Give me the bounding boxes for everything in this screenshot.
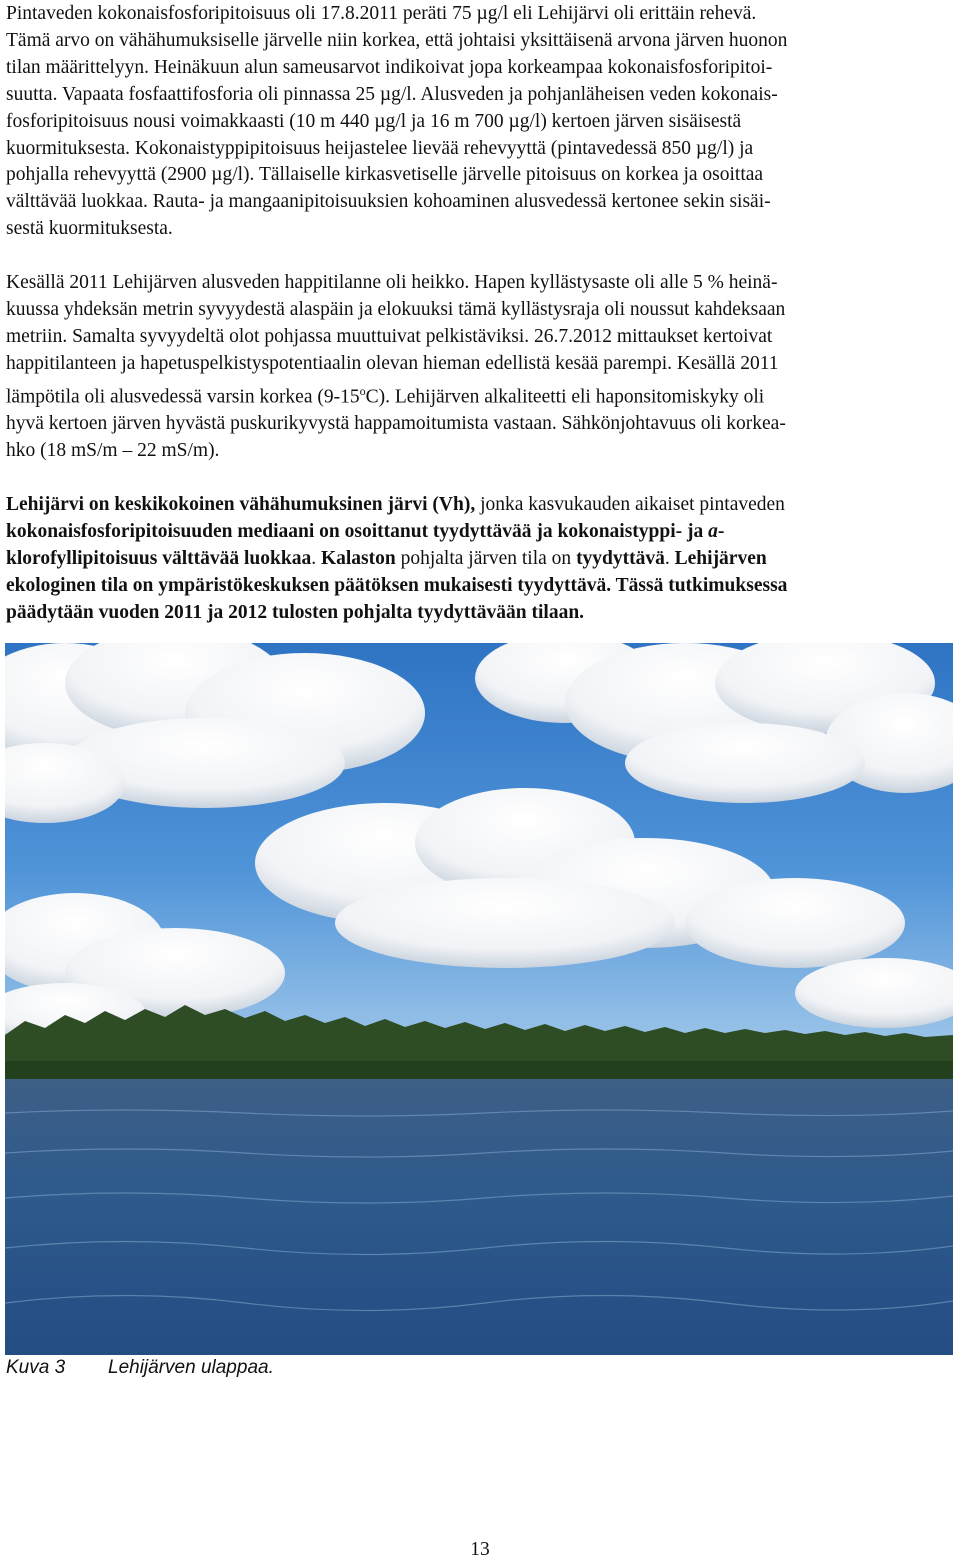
bold-run: päädytään vuoden 2011 ja 2012 tulosten pohjalta tyydyttävään tilaan.	[6, 601, 585, 623]
text-line	[6, 573, 950, 600]
bold-run: ekologinen tila on ympäristökeskuksen päätöksen mukaisesti tyydyttävä. Tässä tutkimuksessa	[6, 574, 788, 596]
text-line: fosforipitoisuus nousi voimakkaasti (10 m 440 µg/l ja 16 m 700 µg/l) kertoen järven sisäisestä	[6, 110, 742, 132]
text-line: kuormituksesta. Kokonaistyppipitoisuus heijastelee lievää rehevyyttä (pintavedessä 850 µg/l) ja	[6, 137, 754, 159]
text-line: Kesällä 2011 Lehijärven alusveden happitilanne oli heikko. Hapen kyllästysaste oli alle 5 % heinä-	[6, 272, 778, 294]
text-line	[6, 378, 950, 411]
text-line	[6, 519, 950, 546]
text-line: hko (18 mS/m – 22 mS/m).	[6, 440, 220, 462]
bold-run: Kalaston	[320, 547, 396, 569]
bold-run: kokonaisfosforipitoisuuden mediaani on osoittanut tyydyttävää ja kokonaistyppi- ja	[6, 520, 709, 542]
text-line: välttävää luokkaa. Rauta- ja mangaanipitoisuuksien kohoaminen alusvedessä kertonee sekin sisäi-	[6, 191, 771, 213]
degree-superscript: o	[359, 383, 366, 398]
text-line	[6, 546, 950, 573]
text-line: Tämä arvo on vähähumuksiselle järvelle niin korkea, että johtaisi yksittäisenä arvona järven huonon	[6, 29, 788, 51]
text-line: tilan määrittelyyn. Heinäkuun alun sameusarvot indikoivat jopa korkeampaa kokonaisfosforipitoi-	[6, 56, 773, 78]
text-run: jonka kasvukauden aikaiset pintaveden	[475, 494, 785, 515]
lake-photo	[5, 643, 953, 1355]
paragraph-summary	[6, 492, 950, 627]
text-line: hyvä kertoen järven hyvästä puskurikyvystä happamoitumista vastaan. Sähkönjohtavuus oli korkea-	[6, 413, 786, 435]
text-run: pohjalta järven tila on	[395, 547, 577, 569]
figure-caption	[6, 1356, 274, 1380]
lake-water	[5, 1079, 953, 1355]
text-line: pohjalla rehevyyttä (2900 µg/l). Tällaiselle kirkasvetiselle järvelle pitoisuus on korkea ja osoittaa	[6, 164, 764, 186]
text-line	[6, 600, 950, 627]
text-line: happitilanteen ja hapetuspelkistyspotentiaalin olevan hieman edellistä kesää parempi. Kesällä 2011	[6, 352, 779, 374]
bold-run: -	[717, 520, 725, 542]
text-run: .	[311, 547, 321, 569]
text-run: .	[664, 547, 675, 569]
bold-run: tyydyttävä	[576, 547, 665, 569]
text-line: Pintaveden kokonaisfosforipitoisuus oli 17.8.2011 peräti 75 µg/l eli Lehijärvi oli erittäin rehevä.	[6, 3, 757, 24]
text-run: lämpötila oli alusvedessä varsin korkea (9-15	[6, 386, 360, 408]
figure-number: Kuva 3	[6, 1357, 66, 1378]
bold-run: Lehijärven	[674, 547, 767, 569]
text-line	[6, 492, 950, 519]
figure-caption-text: Lehijärven ulappaa.	[108, 1357, 274, 1378]
document-page	[6, 0, 950, 627]
text-line: metriin. Samalta syvyydeltä olot pohjassa muuttuivat pelkistäviksi. 26.7.2012 mittaukset kertoivat	[6, 325, 773, 347]
paragraph-phosphorus	[6, 1, 950, 243]
text-line: sestä kuormituksesta.	[6, 218, 173, 240]
bold-italic-run: a	[708, 520, 718, 542]
text-run: C). Lehijärven alkaliteetti eli haponsitomiskyky oli	[365, 386, 765, 408]
paragraph-oxygen	[6, 270, 950, 465]
page-number: 13	[470, 1539, 490, 1560]
bold-run: klorofyllipitoisuus välttävää luokkaa	[6, 547, 312, 569]
text-line: kuussa yhdeksän metrin syvyydestä alaspäin ja elokuuksi tämä kyllästysraja oli noussut kahdeksaan	[6, 299, 786, 321]
text-line: suutta. Vapaata fosfaattifosforia oli pinnassa 25 µg/l. Alusveden ja pohjanläheisen veden kokonais-	[6, 83, 778, 105]
bold-run: Lehijärvi on keskikokoinen vähähumuksinen järvi (Vh),	[6, 494, 476, 515]
